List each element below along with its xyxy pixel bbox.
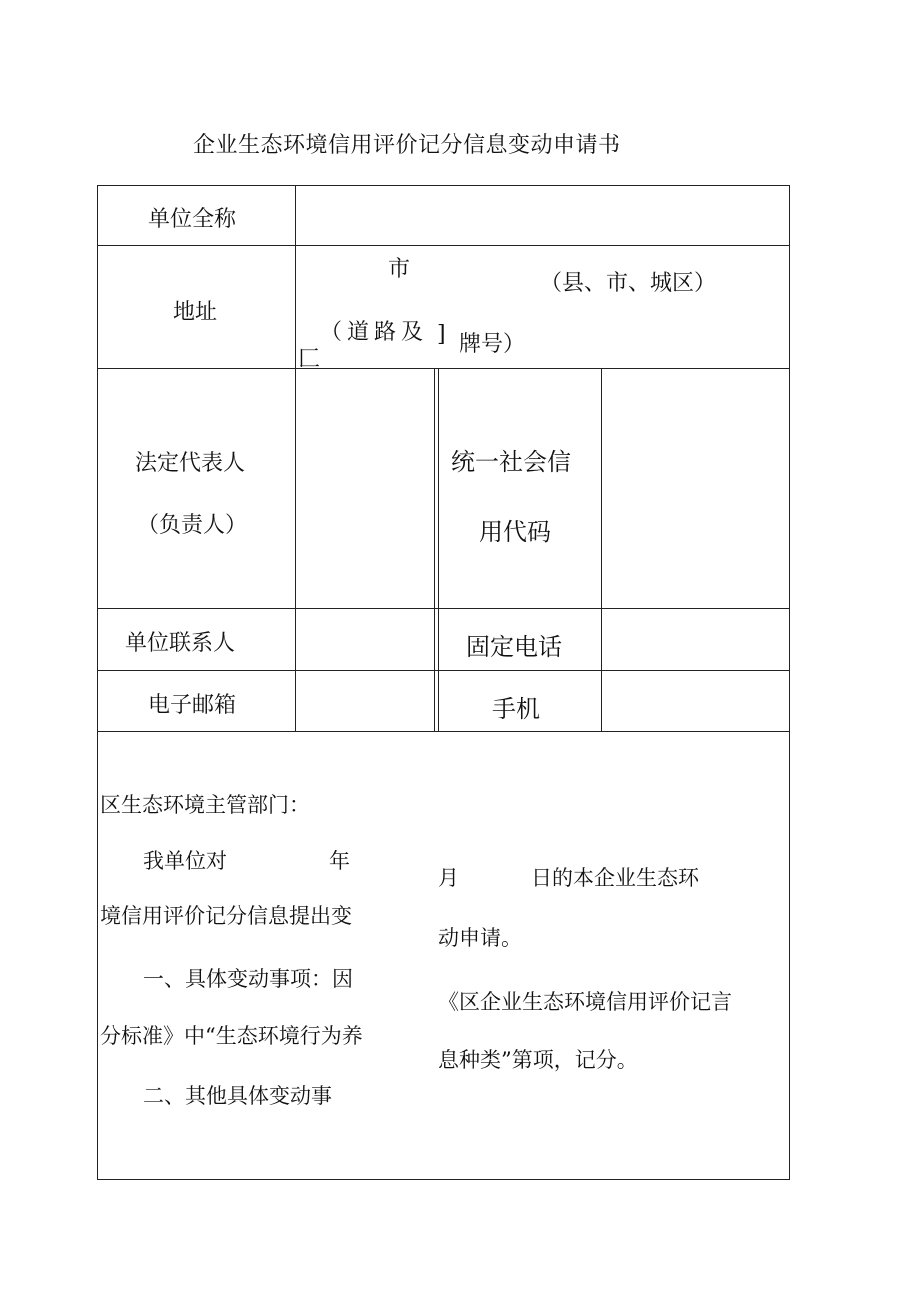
address-label: 地址	[173, 300, 218, 325]
credit-code-label-line2: 用代码	[479, 518, 551, 546]
contact-label: 单位联系人	[125, 631, 236, 656]
email-label: 电子邮箱	[148, 693, 237, 718]
unit-name-label: 单位全称	[148, 207, 237, 232]
letter-addressee: 区生态环境主管部门：	[100, 793, 310, 817]
letter-item1-right-line1: 《区企业生态环境信用评价记言	[438, 990, 732, 1014]
address-county-text: （县、市、城区）	[540, 271, 717, 296]
letter-p1-right-line1: 日的本企业生态环	[531, 866, 699, 890]
legal-rep-sub-label: （负责人）	[137, 513, 248, 538]
address-road-text: （道路及	[320, 320, 429, 345]
letter-p1-left-line1: 我单位对	[143, 849, 227, 873]
address-number-text: 牌号）	[459, 332, 526, 357]
legal-rep-field[interactable]	[300, 373, 430, 603]
legal-rep-label: 法定代表人	[135, 451, 246, 476]
phone-label: 固定电话	[466, 633, 562, 661]
mobile-label: 手机	[492, 695, 540, 723]
letter-item1-right-line2: 息种类”第项，记分。	[438, 1048, 638, 1072]
letter-item1-left-line1: 一、具体变动事项：因	[143, 967, 353, 991]
email-field[interactable]	[300, 675, 430, 726]
letter-p1-right-line2: 动申请。	[438, 926, 522, 950]
phone-field[interactable]	[606, 613, 784, 665]
unit-name-field[interactable]	[300, 190, 784, 240]
contact-field[interactable]	[300, 613, 430, 665]
mobile-field[interactable]	[606, 675, 784, 726]
letter-p1-year: 年	[329, 849, 350, 873]
letter-p1-month: 月	[438, 866, 459, 890]
letter-p1-left-line2: 境信用评价记分信息提出变	[100, 904, 352, 928]
credit-code-label-line1: 统一社会信	[451, 448, 571, 476]
letter-item1-left-line2: 分标准》中“生态环境行为养	[100, 1024, 363, 1048]
letter-item2: 二、其他具体变动事	[143, 1084, 332, 1108]
address-glyph-left: 匚	[298, 347, 321, 372]
address-city-text: 市	[388, 257, 411, 282]
page-title: 企业生态环境信用评价记分信息变动申请书	[193, 133, 621, 158]
credit-code-field[interactable]	[606, 373, 784, 603]
address-glyph-right: ]	[437, 322, 446, 347]
